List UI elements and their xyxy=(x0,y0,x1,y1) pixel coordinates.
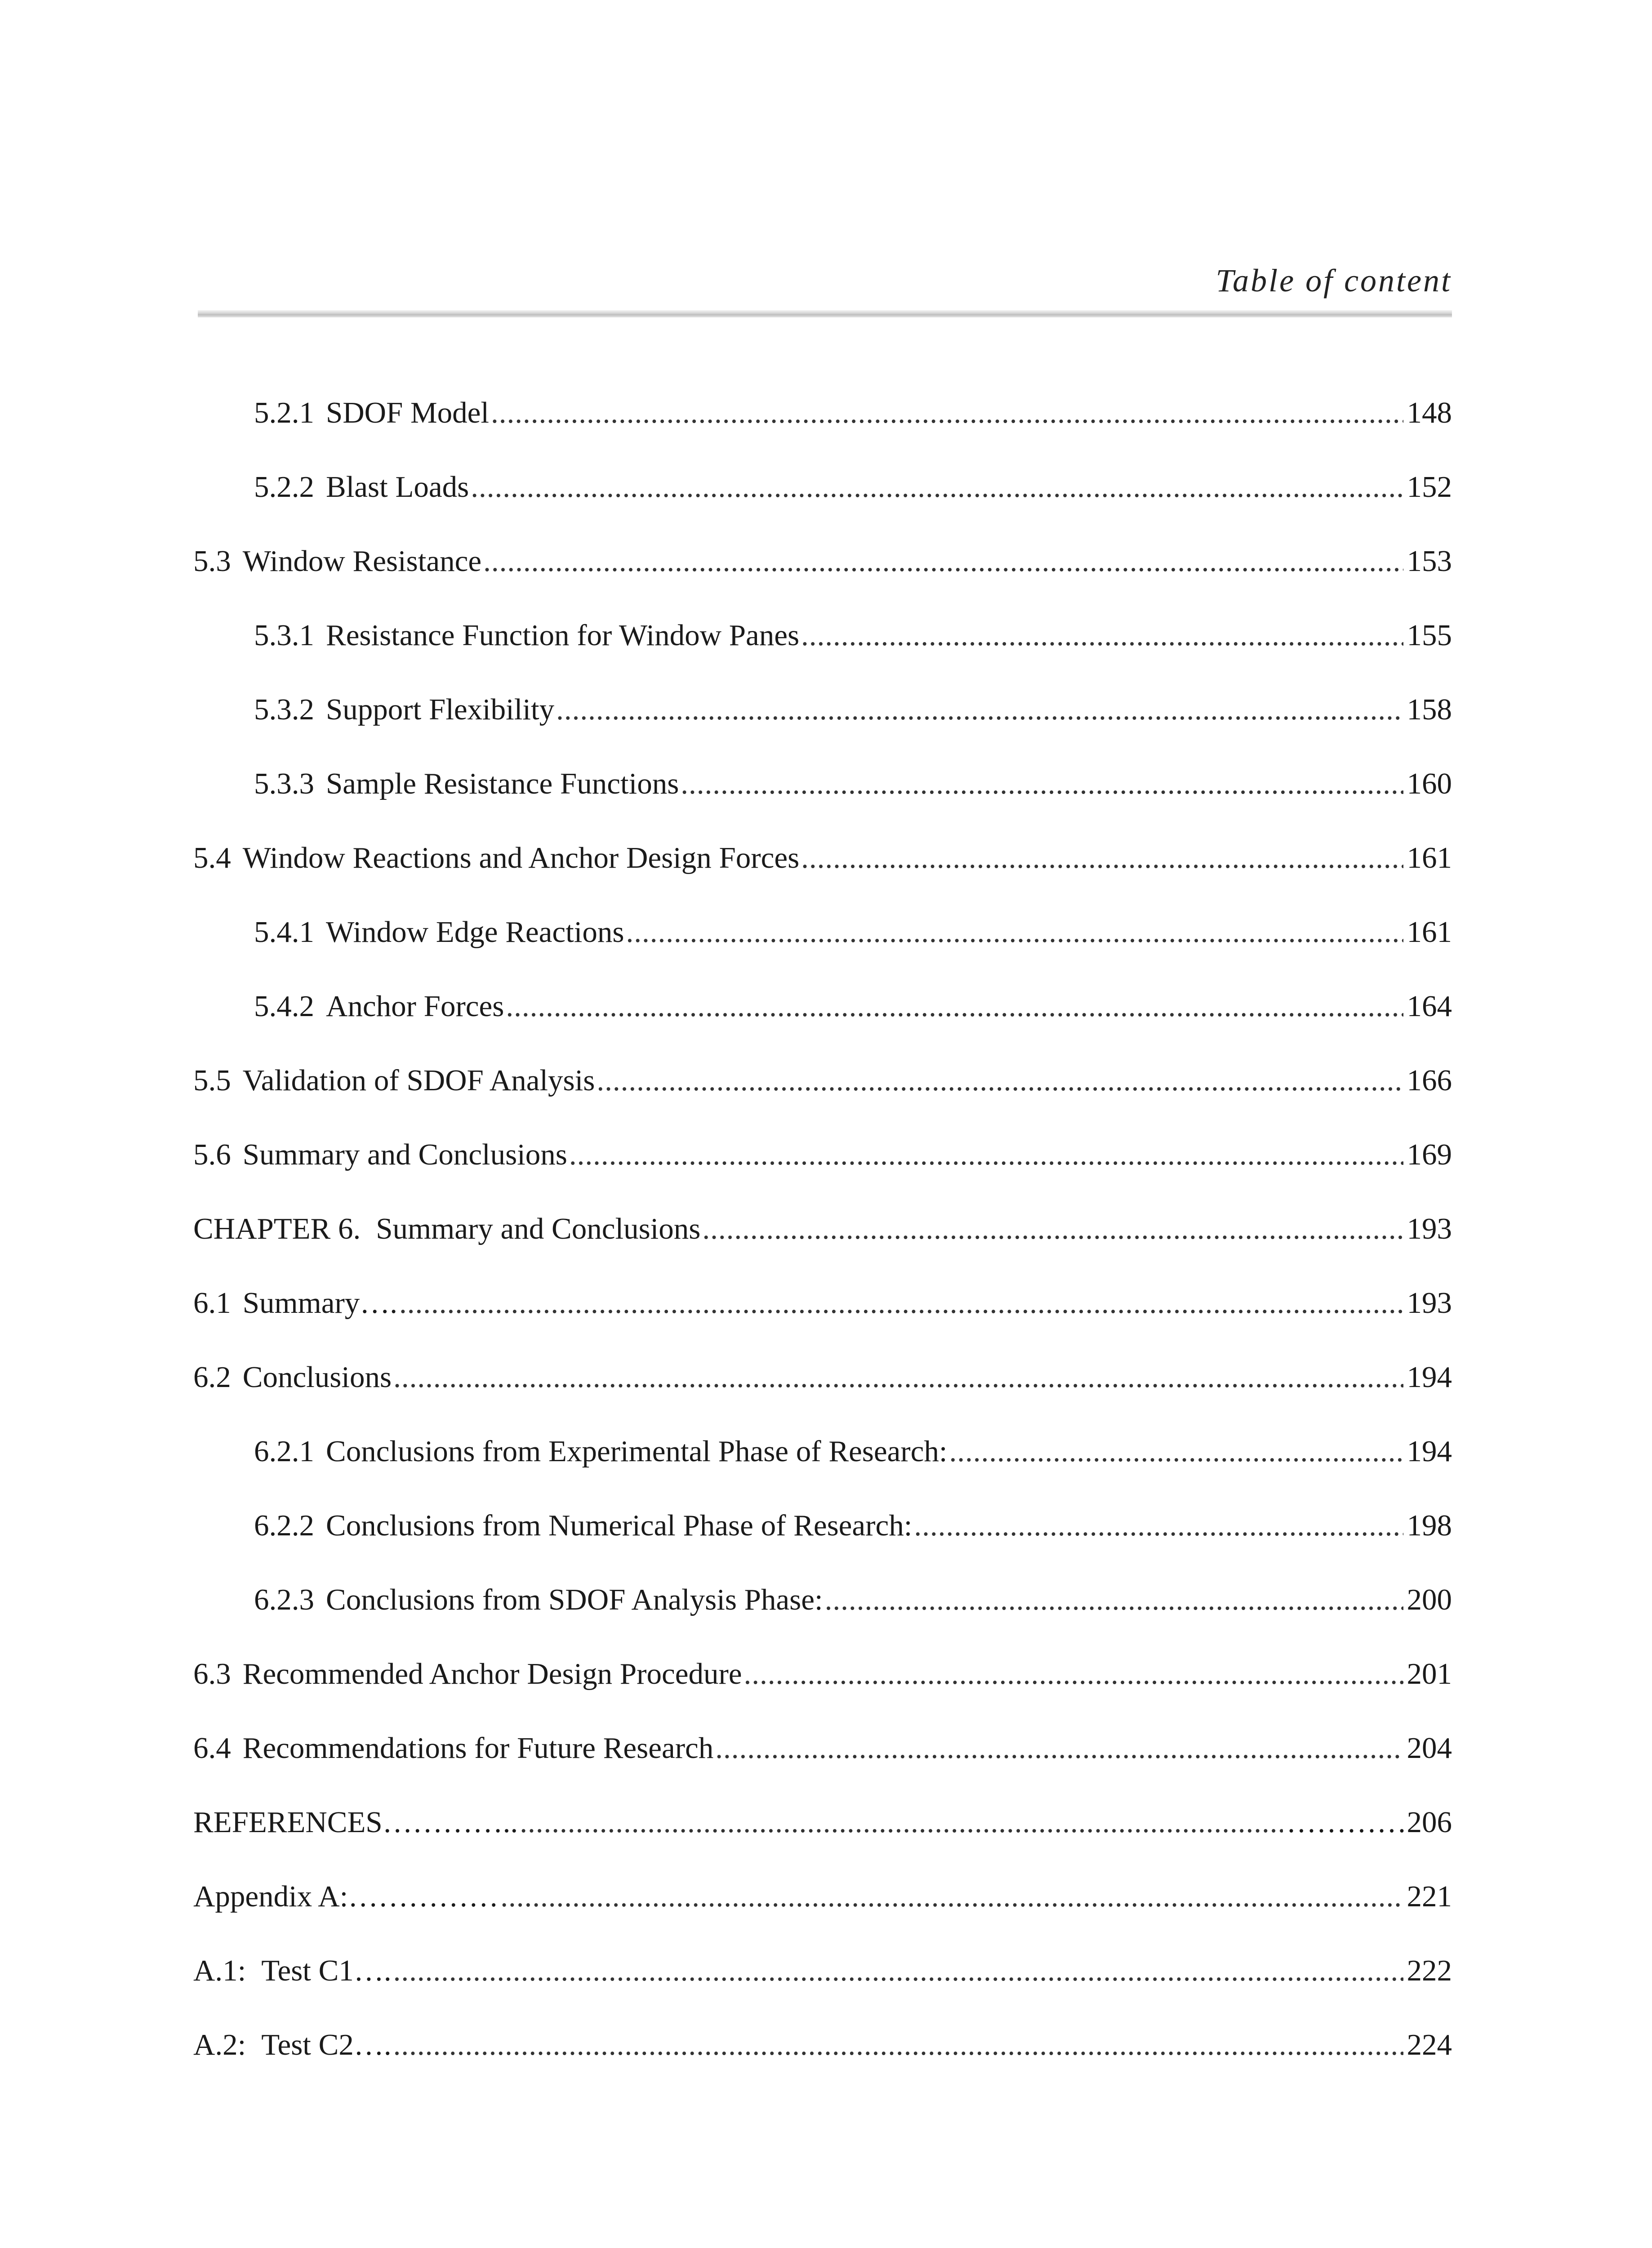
toc-entry-page: 194 xyxy=(1407,1360,1452,1394)
toc-entry-5-3-2[interactable] xyxy=(254,689,1452,730)
toc-entry-page: 200 xyxy=(1407,1583,1452,1616)
dot-leader xyxy=(626,912,1403,952)
toc-entry-page: 222 xyxy=(1407,1954,1452,1987)
toc-entry-title: Conclusions from SDOF Analysis Phase: xyxy=(326,1583,823,1616)
dot-leader xyxy=(681,763,1403,804)
dot-leader xyxy=(393,2025,1403,2065)
toc-entry-title: Window Resistance xyxy=(242,544,482,578)
toc-entry-page: 193 xyxy=(1407,1286,1452,1320)
toc-entry-title: Support Flexibility xyxy=(326,693,555,726)
dot-leader xyxy=(914,1505,1403,1546)
toc-entry-title: Conclusions from Experimental Phase of Research: xyxy=(326,1435,948,1468)
dot-leader xyxy=(506,986,1403,1026)
dot-leader xyxy=(702,1209,1403,1249)
toc-entry-title: Test C1…. xyxy=(261,1954,392,1987)
toc-entry-6-4[interactable] xyxy=(193,1728,1452,1768)
dot-leader xyxy=(393,1950,1403,1991)
toc-entry-references[interactable] xyxy=(193,1802,1452,1842)
toc-entry-number: 5.2.1 xyxy=(254,396,314,429)
toc-entry-title: Recommended Anchor Design Procedure xyxy=(242,1657,742,1690)
toc-entry-number: 5.3.1 xyxy=(254,619,314,652)
toc-entry-number: 5.4 xyxy=(193,841,231,874)
toc-entry-title: Blast Loads xyxy=(326,470,469,504)
toc-entry-number: 5.4.1 xyxy=(254,915,314,949)
toc-entry-6-1[interactable] xyxy=(193,1283,1452,1323)
running-header-title: Table of content xyxy=(1216,263,1452,299)
dot-leader xyxy=(556,689,1403,730)
toc-entry-6-3[interactable] xyxy=(193,1654,1452,1694)
dot-leader xyxy=(744,1654,1403,1694)
toc-entry-title: Resistance Function for Window Panes xyxy=(326,619,800,652)
toc-entry-number: A.2: xyxy=(193,2028,246,2061)
toc-entry-page: 166 xyxy=(1407,1064,1452,1097)
toc-entry-title: Window Edge Reactions xyxy=(326,915,624,949)
toc-entry-title: Summary and Conclusions xyxy=(242,1138,567,1171)
toc-entry-page: 164 xyxy=(1407,990,1452,1023)
toc-entry-6-2-2[interactable] xyxy=(254,1505,1452,1546)
toc-entry-number: CHAPTER 6. xyxy=(193,1212,361,1245)
dot-leader xyxy=(520,1802,1282,1842)
toc-entry-number: 6.2.1 xyxy=(254,1435,314,1468)
dot-leader xyxy=(825,1579,1403,1620)
toc-entry-title: Recommendations for Future Research xyxy=(242,1731,714,1765)
toc-entry-title: Window Reactions and Anchor Design Forces xyxy=(242,841,800,874)
toc-entry-page: 152 xyxy=(1407,470,1452,504)
dot-leader xyxy=(597,1060,1403,1101)
toc-entry-6-2-1[interactable] xyxy=(254,1431,1452,1472)
toc-entry-page: 158 xyxy=(1407,693,1452,726)
toc-entry-page: 148 xyxy=(1407,396,1452,429)
toc-entry-page: 204 xyxy=(1407,1731,1452,1765)
toc-entry-5-3-3[interactable] xyxy=(254,763,1452,804)
toc-entry-5-4-2[interactable] xyxy=(254,986,1452,1026)
dot-leader xyxy=(393,1357,1403,1397)
toc-entry-title: SDOF Model xyxy=(326,396,489,429)
dot-leader xyxy=(949,1431,1403,1472)
toc-entry-page: 193 xyxy=(1407,1212,1452,1245)
dot-leader xyxy=(471,467,1403,507)
toc-entry-page: 160 xyxy=(1407,767,1452,800)
toc-entry-page: 153 xyxy=(1407,544,1452,578)
toc-entry-page: 198 xyxy=(1407,1509,1452,1542)
toc-entry-number: Appendix A:…………… xyxy=(193,1880,499,1913)
toc-entry-chapter-6[interactable] xyxy=(193,1209,1452,1249)
toc-entry-page: 169 xyxy=(1407,1138,1452,1171)
toc-entry-title: Summary and Conclusions xyxy=(376,1212,701,1245)
toc-entry-a-1[interactable] xyxy=(193,1950,1452,1991)
toc-entry-page: 221 xyxy=(1407,1880,1452,1913)
toc-entry-page: 155 xyxy=(1407,619,1452,652)
toc-entry-page: …………206 xyxy=(1286,1806,1452,1839)
toc-entry-number: 5.5 xyxy=(193,1064,231,1097)
toc-entry-5-4[interactable] xyxy=(193,838,1452,878)
toc-entry-a-2[interactable] xyxy=(193,2025,1452,2065)
toc-entry-page: 161 xyxy=(1407,915,1452,949)
toc-entry-5-2-1[interactable] xyxy=(254,393,1452,433)
toc-entry-number: 6.2.3 xyxy=(254,1583,314,1616)
toc-entry-number: 6.2.2 xyxy=(254,1509,314,1542)
toc-entry-5-5[interactable] xyxy=(193,1060,1452,1101)
toc-entry-5-6[interactable] xyxy=(193,1134,1452,1175)
toc-entry-page: 224 xyxy=(1407,2028,1452,2061)
toc-entry-5-3-1[interactable] xyxy=(254,615,1452,656)
toc-entry-5-2-2[interactable] xyxy=(254,467,1452,507)
toc-entry-5-3[interactable] xyxy=(193,541,1452,581)
toc-entry-number: 6.2 xyxy=(193,1360,231,1394)
toc-entry-number: 6.1 xyxy=(193,1286,231,1320)
toc-entry-title: Anchor Forces xyxy=(326,990,504,1023)
header-rule xyxy=(198,310,1452,317)
toc-entry-title: Validation of SDOF Analysis xyxy=(242,1064,595,1097)
toc-entry-title: Summary…. xyxy=(242,1286,398,1320)
toc-entry-appendix-a[interactable] xyxy=(193,1876,1452,1917)
toc-entry-page: 161 xyxy=(1407,841,1452,874)
toc-entry-6-2[interactable] xyxy=(193,1357,1452,1397)
dot-leader xyxy=(715,1728,1403,1768)
dot-leader xyxy=(569,1134,1403,1175)
dot-leader xyxy=(801,615,1403,656)
toc-entry-number: 6.3 xyxy=(193,1657,231,1690)
dot-leader xyxy=(491,393,1403,433)
toc-entry-page: 201 xyxy=(1407,1657,1452,1690)
toc-entry-number: 5.2.2 xyxy=(254,470,314,504)
toc-entry-number: 6.4 xyxy=(193,1731,231,1765)
toc-entry-number: REFERENCES………….. xyxy=(193,1806,518,1839)
toc-entry-number: A.1: xyxy=(193,1954,246,1987)
toc-entry-5-4-1[interactable] xyxy=(254,912,1452,952)
dot-leader xyxy=(500,1876,1403,1917)
toc-entry-title: Sample Resistance Functions xyxy=(326,767,679,800)
toc-entry-number: 5.3.3 xyxy=(254,767,314,800)
dot-leader xyxy=(399,1283,1403,1323)
toc-entry-number: 5.4.2 xyxy=(254,990,314,1023)
toc-entry-number: 5.3.2 xyxy=(254,693,314,726)
toc-entry-number: 5.6 xyxy=(193,1138,231,1171)
toc-entry-title: Conclusions xyxy=(242,1360,392,1394)
toc-entry-page: 194 xyxy=(1407,1435,1452,1468)
toc-entry-title: Conclusions from Numerical Phase of Research: xyxy=(326,1509,913,1542)
toc-entry-title: Test C2…. xyxy=(261,2028,392,2061)
toc-entry-number: 5.3 xyxy=(193,544,231,578)
dot-leader xyxy=(483,541,1403,581)
toc-entry-6-2-3[interactable] xyxy=(254,1579,1452,1620)
dot-leader xyxy=(801,838,1403,878)
